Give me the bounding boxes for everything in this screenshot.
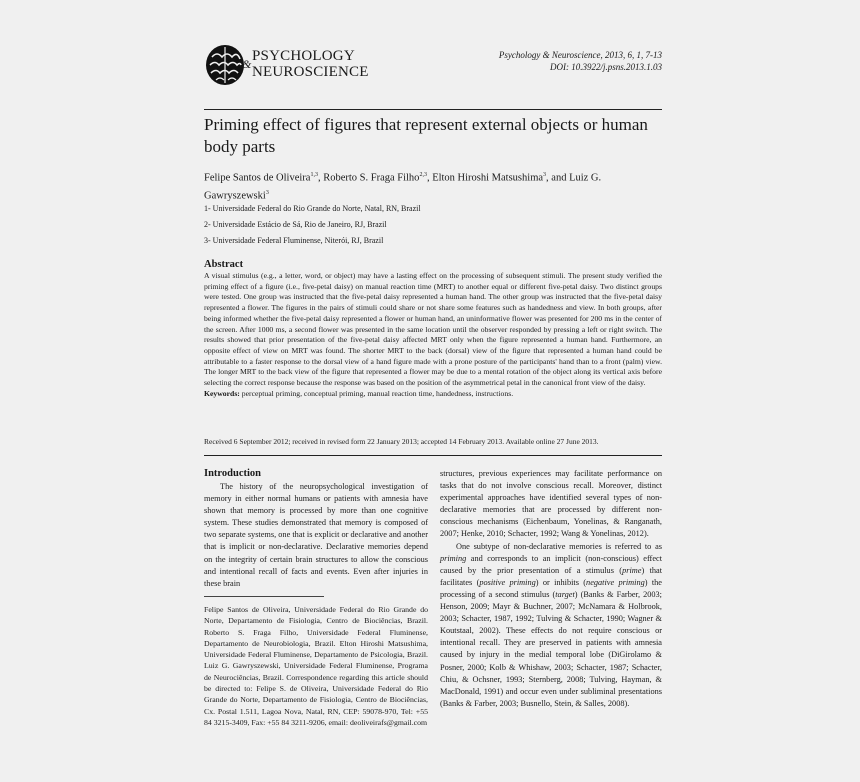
term-prime: prime xyxy=(622,565,642,575)
para2-c: ) that facilitates ( xyxy=(440,565,663,587)
header-rule xyxy=(204,109,662,110)
affiliation-1: 1- Universidade Federal do Rio Grande do Norte, Natal, RN, Brazil xyxy=(204,204,421,213)
term-negative-priming: negative priming xyxy=(586,577,645,587)
term-positive-priming: positive priming xyxy=(479,577,536,587)
term-target: target xyxy=(555,589,575,599)
para2-a: One subtype of non-declarative memories is referred to as xyxy=(456,541,662,551)
journal-name xyxy=(252,48,369,80)
intro-paragraph-1-cont: structures, previous experiences may facilitate performance on tasks that do not involve conscious recall. Moreover, distinct experimental approaches have identified several types of non-declarative memories that are processed by different non-conscious mechanisms (Eichenbaum, Yonelinas, & Ranganath, 2007; Henke, 2010; Schacter, 1992; Wang & Yonelinas, 2012). xyxy=(440,469,662,539)
right-column xyxy=(440,468,662,710)
abstract-heading: Abstract xyxy=(204,259,244,270)
keywords-label: Keywords: xyxy=(204,388,240,398)
intro-paragraph-2 xyxy=(440,541,662,710)
affiliation-2: 2- Universidade Estácio de Sá, Rio de Janeiro, RJ, Brazil xyxy=(204,220,387,229)
para2-b: and corresponds to an implicit (non-conscious) effect caused by the prior presentation of a stimulus ( xyxy=(440,553,662,575)
keywords-text: perceptual priming, conceptual priming, manual reaction time, handedness, instructions. xyxy=(239,388,514,398)
footnote-rule xyxy=(204,596,324,597)
abstract-body: A visual stimulus (e.g., a letter, word, or object) may have a lasting effect on the processing of subsequent stimuli. The present study verified the priming effect of a figure (i.e., five-petal daisy) on manual reaction time (MRT) to another equal or different five-petal daisy. Two distinct groups were tested. One group was instructed that the five-petal daisy represented a human hand. The other group was instructed that the five-petal daisy represented a flower. The figures in the pairs of stimuli could share or not share some features such as handedness and view. In both groups, after being informed whether the five-petal daisy represented a flower or human hand, an uninformative flower was presented for 200 ms in the center of the screen. After 1000 ms, a second flower was presented in the same location until the observer responded by pressing a left or right switch. The results showed that prior presentation of the five-petal daisy affected MRT only when the figure represented a human hand. Furthermore, an opposite effect of view on MRT was found. The shorter MRT to the back (dorsal) view of the figure that represented a human hand could be attributable to a faster response to the dorsal view of a hand figure made with a prone posture of the participants' hand than to a front (palm) view. The longer MRT to the back view of the figure that represented a flower may be due to a mental rotation of the object along its vertical axis before selecting the correct response because the response was based on the position of the asymmetrical petal in the canonical front view of the daisy. xyxy=(204,271,662,388)
author-2-sup: 2,3 xyxy=(419,172,427,178)
abstract-text xyxy=(204,271,662,399)
received-dates: Received 6 September 2012; received in revised form 22 January 2013; accepted 14 February 2013. Available online 27 June 2013. xyxy=(204,437,599,446)
affiliation-3: 3- Universidade Federal Fluminense, Niterói, RJ, Brazil xyxy=(204,236,384,245)
journal-amp: & xyxy=(242,57,252,71)
citation xyxy=(499,49,662,73)
journal-name-line2: NEUROSCIENCE xyxy=(252,64,369,80)
author-2: , Roberto S. Fraga Filho xyxy=(317,172,420,184)
citation-line1: Psychology & Neuroscience, 2013, 6, 1, 7-13 xyxy=(498,50,662,60)
author-4: , and Luiz G. Gawryszewski xyxy=(204,172,602,201)
term-priming: priming xyxy=(440,553,467,563)
author-4-sup: 3 xyxy=(265,189,269,196)
author-1: Felipe Santos de Oliveira xyxy=(204,172,311,184)
para2-e: ) the processing of a second stimulus ( xyxy=(440,577,662,599)
author-1-sup: 1,3 xyxy=(310,172,318,178)
journal-name-line1: PSYCHOLOGY xyxy=(252,48,355,64)
intro-heading: Introduction xyxy=(204,468,261,479)
intro-paragraph-1: The history of the neuropsychological investigation of memory in either normal humans or patients with amnesia have shown that memory is processed by more than one cognitive system. These studies demonstrated that memory is composed of two separate systems, one that is explicit or declarative and another that is implicit or non-declarative. Declarative memories depend on the integrity of certain brain structures to allow the conscious and intentional recall of facts and events. Even after injuries in these brain xyxy=(204,482,428,588)
abstract-rule xyxy=(204,455,662,456)
journal-logo xyxy=(204,42,369,88)
brain-icon xyxy=(204,43,246,87)
author-footnote: Felipe Santos de Oliveira, Universidade Federal do Rio Grande do Norte, Departamento de Fisiologia, Centro de Biociências, Brazil. Roberto S. Fraga Filho, Universidade Federal Fluminense, Departamento de Neurobiologia, Brazil. Elton Hiroshi Matsushima, Universidade Federal Fluminense, Departamento de Psicologia, Brazil. Luiz G. Gawryszewski, Universidade Federal Fluminense, Programa de Neurociências, Brazil. Correspondence regarding this article should be directed to: Felipe S. de Oliveira, Universidade Federal do Rio Grande do Norte, Departamento de Fisiologia, Centro de Biociências, Cx. Postal 1.511, Lagoa Nova, Natal, RN, CEP: 59078-970, Tel: +55 84 3215-3409, Fax: +55 84 3211-9206, email: deoliveirafs@gmail.com xyxy=(204,605,428,727)
author-3-sup: 3 xyxy=(543,172,547,178)
article-title: Priming effect of figures that represent external objects or human body parts xyxy=(204,115,648,156)
para2-f: ) (Banks & Farber, 2003; Henson, 2009; Mayr & Buchner, 2007; McNamara & Holbrook, 2003; Schacter, 1987, 1992; Tulving & Schacter, 1990; Wagner & Koutstaal, 2002). These effects do not require conscious or intentional recall. They are preserved in patients with amnesia caused by injury in the medial temporal lobe (DiGirolamo & Posner, 2000; Kolb & Whishaw, 2003; Schacter, 1987; Schacter, Chiu, & Ochsner, 1993; Sternberg, 2008; Tulving, Hayman, & MacDonald, 1991) and occur even under subliminal presentations (Banks & Farber, 2003; Busnello, Stein, & Salles, 2008). xyxy=(440,589,662,708)
doi-line: DOI: 10.3922/j.psns.2013.1.03 xyxy=(550,62,662,72)
author-3: , Elton Hiroshi Matsushima xyxy=(426,172,544,184)
para2-d: ) or inhibits ( xyxy=(535,577,587,587)
author-list xyxy=(204,168,664,203)
left-column xyxy=(204,468,428,590)
